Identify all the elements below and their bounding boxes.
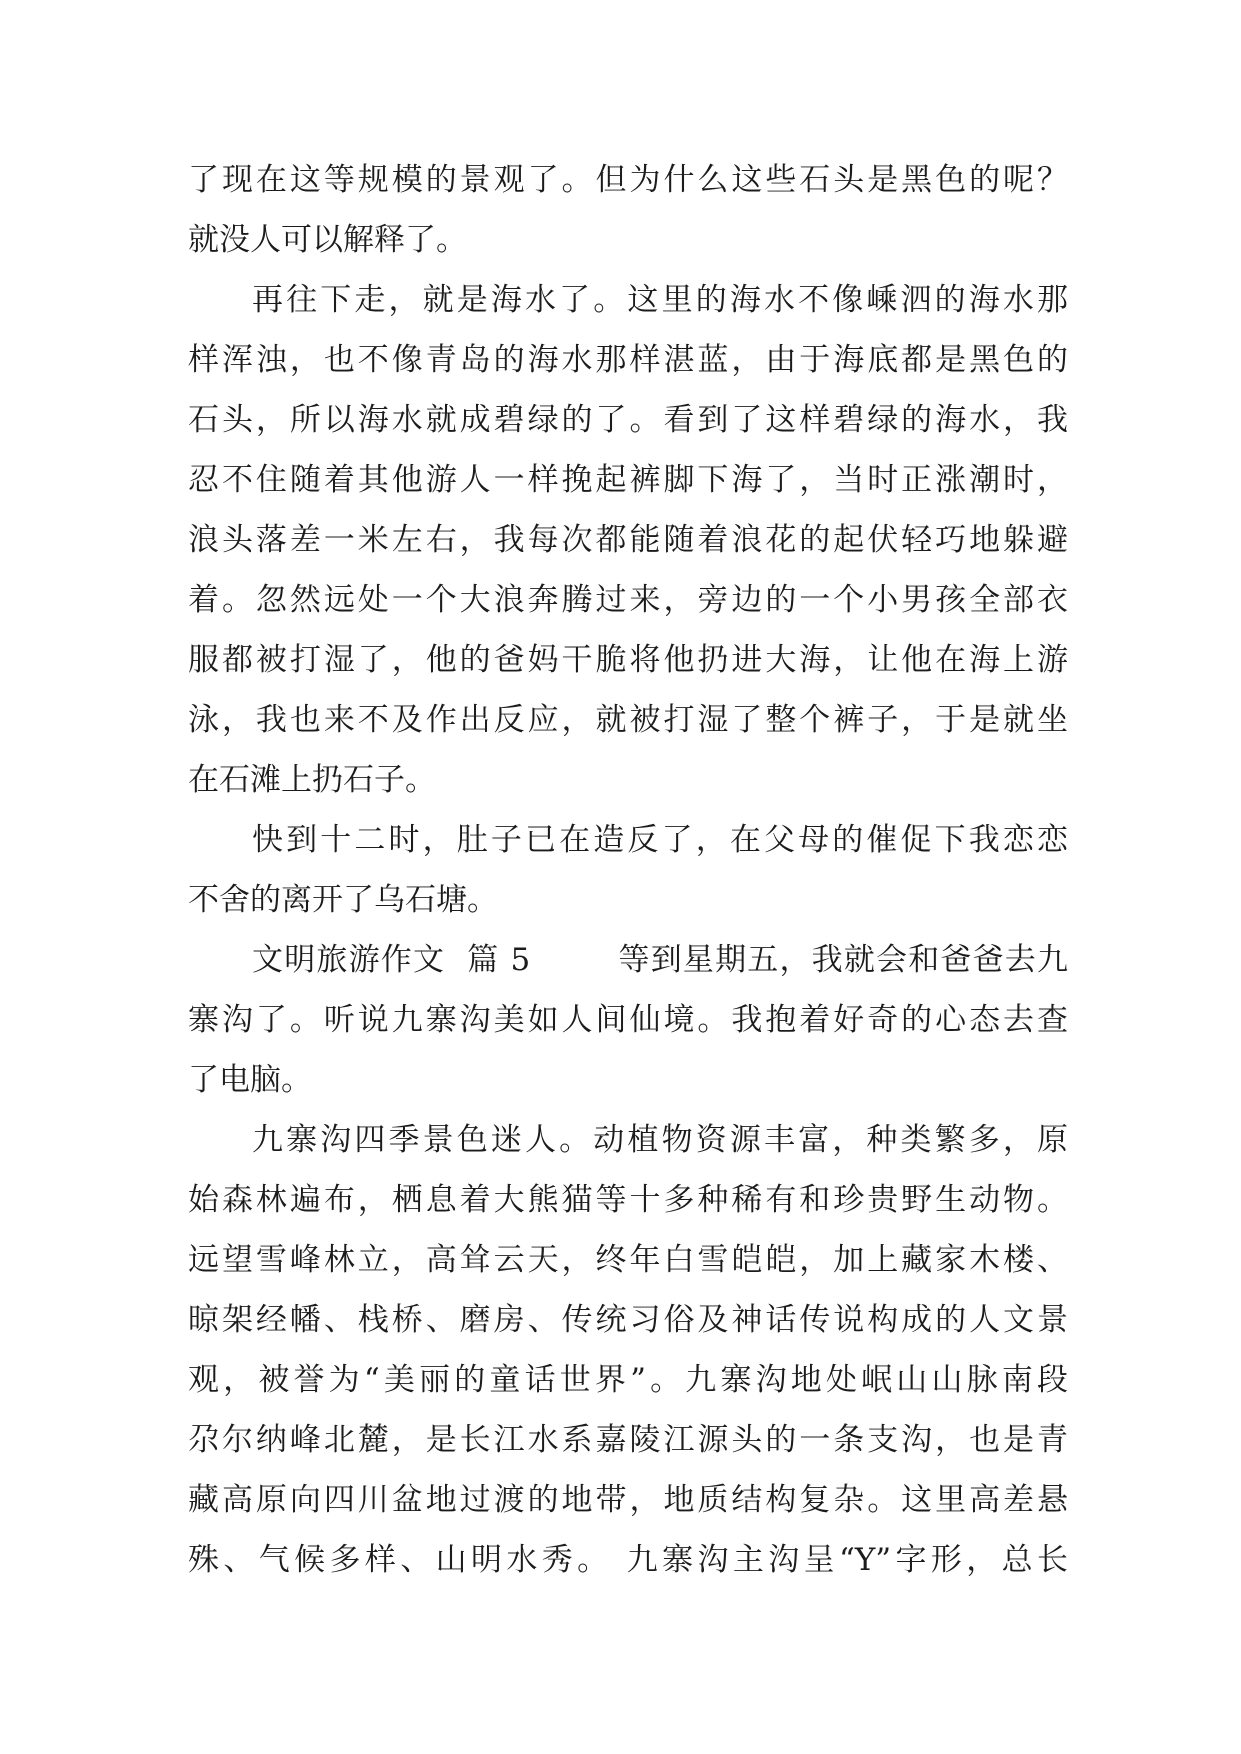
text-line: 样浑浊，也不像青岛的海水那样湛蓝，由于海底都是黑色的 bbox=[188, 342, 1068, 378]
document-body bbox=[188, 150, 1068, 1590]
text-line: 泳，我也来不及作出反应，就被打湿了整个裤子，于是就坐 bbox=[188, 702, 1068, 738]
text-line: 服都被打湿了，他的爸妈干脆将他扔进大海，让他在海上游 bbox=[188, 642, 1068, 678]
text-line: 晾架经幡、栈桥、磨房、传统习俗及神话传说构成的人文景 bbox=[188, 1302, 1068, 1338]
text-line: 观，被誉为“美丽的童话世界”。九寨沟地处岷山山脉南段 bbox=[188, 1362, 1068, 1398]
paragraph-start-line: 再往下走，就是海水了。这里的海水不像嵊泗的海水那 bbox=[252, 282, 1068, 318]
text-line: 就没人可以解释了。 bbox=[188, 222, 467, 258]
text-line: 了现在这等规模的景观了。但为什么这些石头是黑色的呢？ bbox=[188, 162, 1068, 198]
text-line: 寨沟了。听说九寨沟美如人间仙境。我抱着好奇的心态去查 bbox=[188, 1002, 1068, 1038]
paragraph-start-line: 快到十二时，肚子已在造反了，在父母的催促下我恋恋 bbox=[252, 822, 1068, 858]
text-line: 尕尔纳峰北麓，是长江水系嘉陵江源头的一条支沟，也是青 bbox=[188, 1422, 1068, 1458]
text-line: 石头，所以海水就成碧绿的了。看到了这样碧绿的海水，我 bbox=[188, 402, 1068, 438]
text-line: 着。忽然远处一个大浪奔腾过来，旁边的一个小男孩全部衣 bbox=[188, 582, 1068, 618]
text-line: 殊、气候多样、山明水秀。 九寨沟主沟呈“Y”字形，总长 bbox=[188, 1542, 1068, 1578]
text-line: 不舍的离开了乌石塘。 bbox=[188, 882, 498, 918]
text-line: 在石滩上扔石子。 bbox=[188, 762, 436, 798]
text-line: 忍不住随着其他游人一样挽起裤脚下海了，当时正涨潮时， bbox=[188, 462, 1068, 498]
text-line: 远望雪峰林立，高耸云天，终年白雪皑皑，加上藏家木楼、 bbox=[188, 1242, 1068, 1278]
text-line: 浪头落差一米左右，我每次都能随着浪花的起伏轻巧地躲避 bbox=[188, 522, 1068, 558]
section-heading-line: 文明旅游作文 篇 5 等到星期五，我就会和爸爸去九 bbox=[252, 942, 1068, 978]
text-line: 了电脑。 bbox=[188, 1062, 312, 1098]
paragraph-start-line: 九寨沟四季景色迷人。动植物资源丰富，种类繁多，原 bbox=[252, 1122, 1068, 1158]
text-line: 始森林遍布，栖息着大熊猫等十多种稀有和珍贵野生动物。 bbox=[188, 1182, 1068, 1218]
text-line: 藏高原向四川盆地过渡的地带，地质结构复杂。这里高差悬 bbox=[188, 1482, 1068, 1518]
